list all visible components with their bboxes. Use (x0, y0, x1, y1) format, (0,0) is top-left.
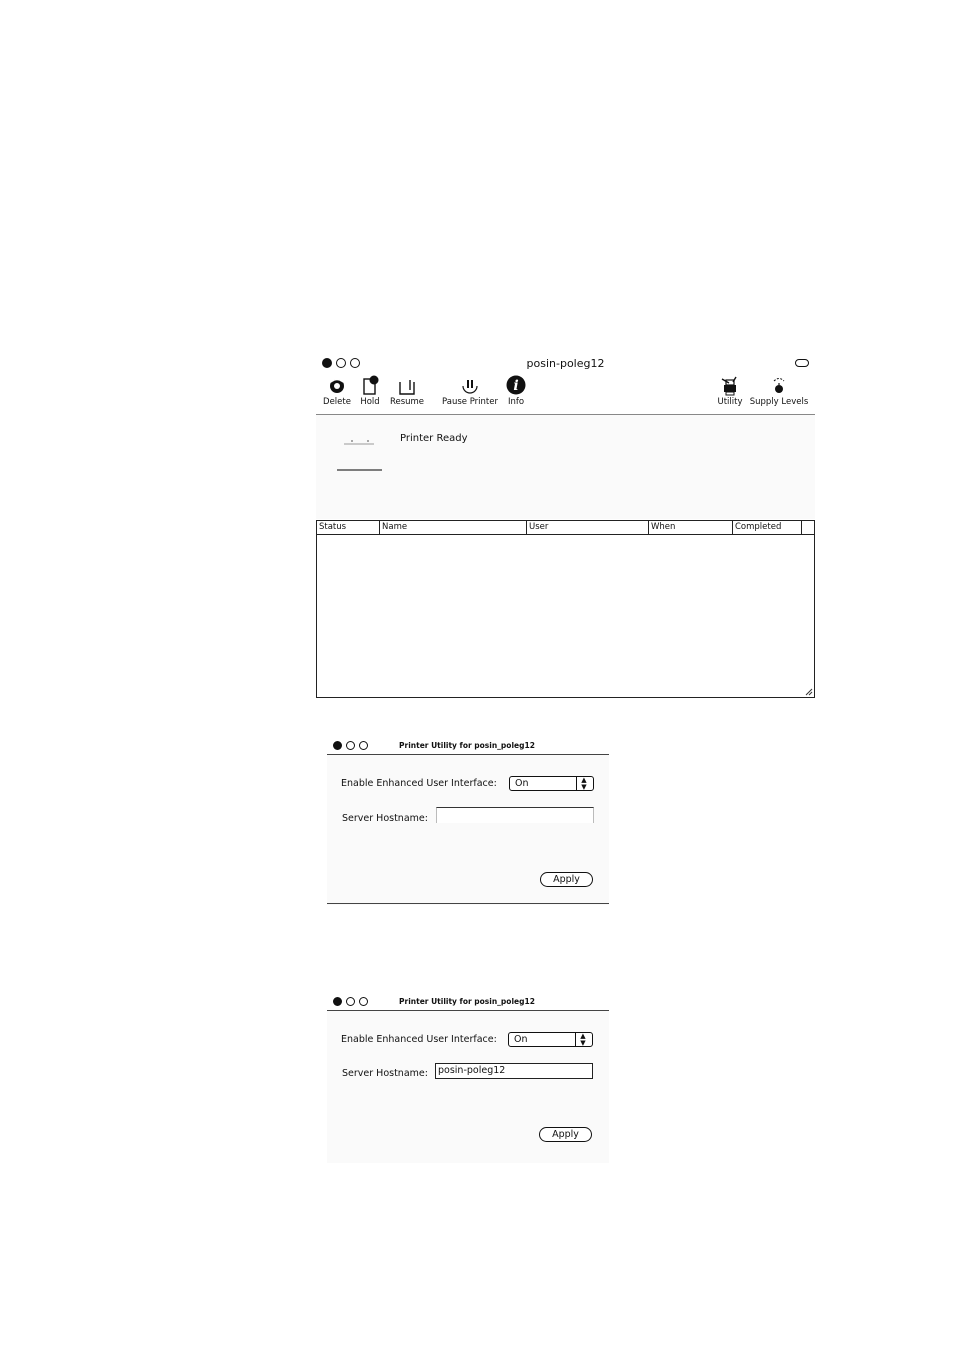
delete-icon (326, 374, 348, 396)
dialog-bottom-edge (327, 903, 609, 904)
info-label: Info (507, 397, 525, 407)
window-controls (333, 997, 368, 1006)
printer-queue-window (316, 352, 815, 698)
resume-button[interactable] (388, 374, 426, 407)
dialog-title: Printer Utility for posin_poleg12 (399, 997, 535, 1006)
apply-button[interactable]: Apply (540, 872, 593, 887)
minimize-window-button[interactable] (346, 997, 355, 1006)
server-hostname-input[interactable]: posin-poleg12 (435, 1063, 593, 1079)
utility-icon (719, 374, 741, 396)
title-bar (316, 352, 815, 374)
supply-levels-label: Supply Levels (749, 397, 809, 407)
pause-printer-label: Pause Printer (442, 397, 498, 407)
server-hostname-input[interactable] (436, 807, 594, 823)
hold-label: Hold (360, 397, 380, 407)
column-user[interactable]: User (527, 521, 649, 534)
server-hostname-label: Server Hostname: (342, 1068, 428, 1079)
hold-icon (359, 374, 381, 396)
delete-button[interactable] (320, 374, 354, 407)
dialog-title-bar (327, 995, 609, 1011)
pause-printer-button[interactable] (440, 374, 500, 407)
popup-arrows-icon: ▲ ▼ (575, 1033, 590, 1046)
resume-label: Resume (389, 397, 425, 407)
hold-button[interactable] (356, 374, 384, 407)
toolbar (316, 374, 815, 415)
supply-levels-button[interactable] (748, 374, 810, 407)
jobs-table-header (317, 521, 814, 535)
minimize-window-button[interactable] (346, 741, 355, 750)
enhanced-ui-popup[interactable] (508, 1032, 593, 1047)
server-hostname-label: Server Hostname: (342, 813, 428, 824)
info-button[interactable] (503, 374, 529, 407)
apply-button[interactable]: Apply (539, 1127, 592, 1142)
enhanced-ui-label: Enable Enhanced User Interface: (341, 1034, 497, 1045)
close-window-button[interactable] (333, 997, 342, 1006)
enhanced-ui-value: On (515, 778, 529, 789)
info-icon (505, 374, 527, 396)
zoom-window-button[interactable] (359, 741, 368, 750)
enhanced-ui-label: Enable Enhanced User Interface: (341, 778, 497, 789)
column-name[interactable]: Name (380, 521, 527, 534)
utility-label: Utility (717, 397, 743, 407)
enhanced-ui-value: On (514, 1034, 528, 1045)
printer-utility-dialog (327, 739, 609, 905)
column-status[interactable]: Status (317, 521, 380, 534)
column-when[interactable]: When (649, 521, 733, 534)
delete-label: Delete (323, 397, 351, 407)
zoom-window-button[interactable] (359, 997, 368, 1006)
window-title: posin-poleg12 (526, 357, 605, 370)
enhanced-ui-popup[interactable] (509, 776, 594, 791)
toolbar-toggle-button[interactable] (795, 359, 809, 367)
utility-button[interactable] (714, 374, 746, 407)
column-completed[interactable]: Completed (733, 521, 802, 534)
printer-utility-dialog-filled (327, 995, 609, 1163)
supply-levels-icon (768, 374, 790, 396)
pause-icon (459, 374, 481, 396)
window-controls (333, 741, 368, 750)
resume-icon (396, 374, 418, 396)
column-picker[interactable] (802, 521, 814, 534)
jobs-table[interactable] (316, 520, 815, 698)
printer-icon (334, 431, 386, 475)
dialog-title-bar (327, 739, 609, 755)
dialog-title: Printer Utility for posin_poleg12 (399, 741, 535, 750)
close-window-button[interactable] (333, 741, 342, 750)
svg-text:i: i (513, 378, 519, 394)
resize-grip-icon[interactable] (804, 687, 813, 696)
printer-status-text: Printer Ready (400, 433, 468, 444)
popup-arrows-icon: ▲ ▼ (576, 777, 591, 790)
printer-status-area (316, 415, 815, 519)
